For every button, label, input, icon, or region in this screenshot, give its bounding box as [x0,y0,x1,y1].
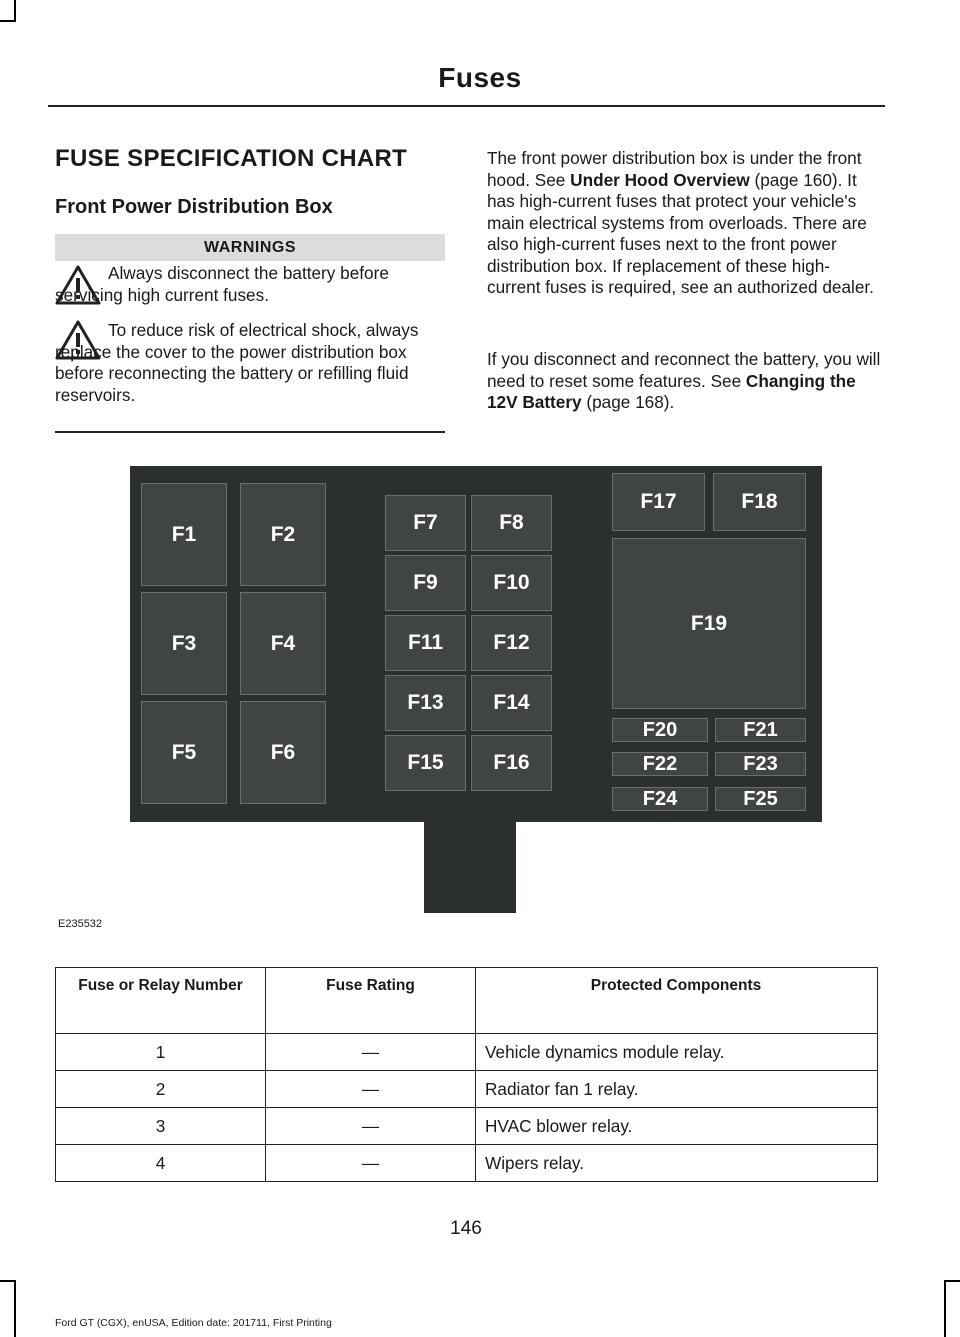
fuse-f22: F22 [612,752,708,776]
column-header: Fuse Rating [266,968,476,1034]
footer-text: Ford GT (CGX), enUSA, Edition date: 201711, First Printing [55,1317,332,1329]
component-cell: Vehicle dynamics module relay. [476,1034,878,1071]
crop-mark [944,1280,946,1337]
crop-mark [944,1280,960,1282]
table-row [56,1071,878,1108]
fuse-f5: F5 [141,701,227,804]
warning-text: To reduce risk of electrical shock, always replace the cover to the power distribution box before reconnecting the battery or refilling fluid reservoirs. [55,320,419,405]
table-row [56,1145,878,1182]
warnings-label: WARNINGS [55,234,445,261]
fuse-f7: F7 [385,495,466,551]
crop-mark [0,1280,16,1282]
title-rule [48,105,885,107]
table-row [56,1108,878,1145]
fuse-rating-cell: — [266,1108,476,1145]
column-header: Fuse or Relay Number [56,968,266,1034]
page-number: 146 [450,1218,482,1239]
under-hood-overview-link[interactable]: Under Hood Overview [570,169,750,190]
fuse-rating-cell: — [266,1034,476,1071]
component-cell: HVAC blower relay. [476,1108,878,1145]
crop-mark [0,20,16,22]
fuse-box-diagram [130,466,822,822]
fuse-f3: F3 [141,592,227,695]
fuse-f6: F6 [240,701,326,804]
warning-text: Always disconnect the battery before servicing high current fuses. [55,263,389,305]
fuse-f20: F20 [612,718,708,742]
table-header-row [56,968,878,1034]
fuse-f17: F17 [612,473,705,531]
section-subheading: Front Power Distribution Box [55,196,333,218]
fuse-f9: F9 [385,555,466,611]
fuse-number-cell: 3 [56,1108,266,1145]
table-row [56,1034,878,1071]
component-cell: Wipers relay. [476,1145,878,1182]
fuse-f21: F21 [715,718,806,742]
fuse-number-cell: 4 [56,1145,266,1182]
fuse-f16: F16 [471,735,552,791]
fuse-f23: F23 [715,752,806,776]
fuse-f12: F12 [471,615,552,671]
fuse-f2: F2 [240,483,326,586]
fuse-rating-cell: — [266,1071,476,1108]
fuse-f4: F4 [240,592,326,695]
fuse-f1: F1 [141,483,227,586]
fuse-box-connector [424,820,516,913]
battery-paragraph: If you disconnect and reconnect the battery, you will need to reset some features. See Changing the 12V Battery (page 168). [487,349,881,412]
fuse-number-cell: 2 [56,1071,266,1108]
fuse-f18: F18 [713,473,806,531]
changing-battery-link[interactable]: Changing the 12V Battery [487,370,856,412]
fuse-spec-table [55,967,878,1182]
image-id: E235532 [58,918,103,930]
fuse-f11: F11 [385,615,466,671]
crop-mark [14,0,16,22]
fuse-f14: F14 [471,675,552,731]
section-heading: FUSE SPECIFICATION CHART [55,145,408,172]
fuse-rating-cell: — [266,1145,476,1182]
fuse-f25: F25 [715,787,806,811]
fuse-f8: F8 [471,495,552,551]
page-title: Fuses [438,62,522,93]
component-cell: Radiator fan 1 relay. [476,1071,878,1108]
fuse-f19: F19 [612,538,806,709]
fuse-f13: F13 [385,675,466,731]
fuse-f24: F24 [612,787,708,811]
warnings-end-rule [55,431,445,433]
column-header: Protected Components [476,968,878,1034]
intro-paragraph: The front power distribution box is under the front hood. See Under Hood Overview (page 160). It has high-current fuses that protect your vehicle's main electrical systems from overloads. There are also high-current fuses next to the front power distribution box. If replacement of these high-current fuses is required, see an authorized dealer. [487,148,874,297]
crop-mark [14,1280,16,1337]
fuse-number-cell: 1 [56,1034,266,1071]
fuse-f10: F10 [471,555,552,611]
fuse-f15: F15 [385,735,466,791]
